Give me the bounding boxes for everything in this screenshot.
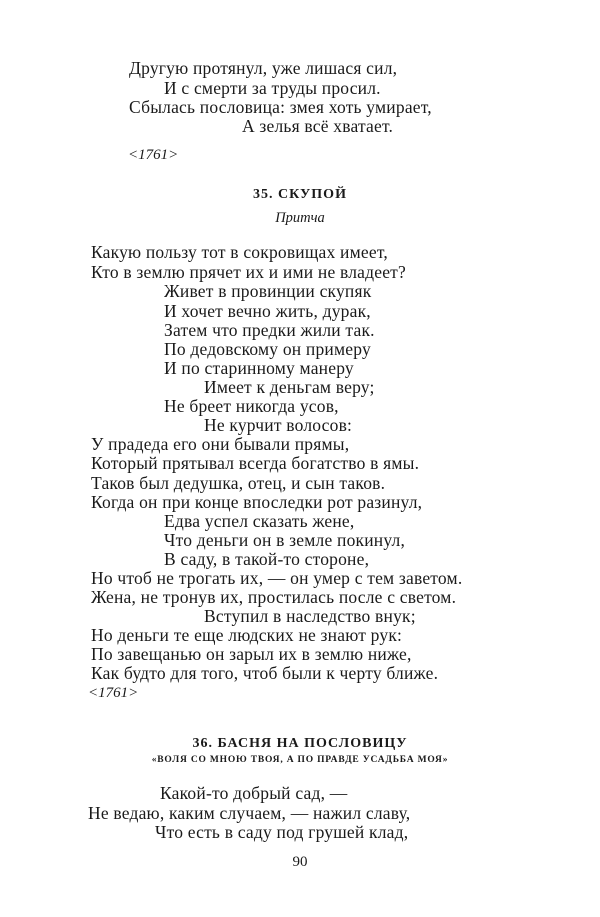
poem-line: А зелья всё хватает. <box>242 116 394 136</box>
poem-epigraph: «ВОЛЯ СО МНОЮ ТВОЯ, А ПО ПРАВДЕ УСАДЬБА МОЯ» <box>151 755 449 765</box>
poem-line: Едва успел сказать жене, <box>164 511 355 531</box>
poem-line: Вступил в наследство внук; <box>204 606 416 626</box>
poem-line: И по старинному манеру <box>164 358 354 378</box>
poem-line: У прадеда его они бывали прямы, <box>91 434 350 454</box>
poem-line: По дедовскому он примеру <box>164 339 371 359</box>
poem-line: Сбылась пословица: змея хоть умирает, <box>129 97 432 117</box>
poem-subheading: Притча <box>275 210 325 226</box>
poem-line: Который прятывал всегда богатство в ямы. <box>91 453 420 473</box>
poem-line: Какой-то добрый сад, — <box>160 783 348 803</box>
poem-line: Какую пользу тот в сокровищах имеет, <box>91 242 388 262</box>
poem-line: Когда он при конце впоследки рот разинул, <box>91 492 423 512</box>
poem-line: В саду, в такой-то стороне, <box>164 549 370 569</box>
poem-line: Что есть в саду под грушей клад, <box>155 822 409 842</box>
poem-date: <1761> <box>128 147 179 163</box>
poem-line: Что деньги он в земле покинул, <box>164 530 406 550</box>
poem-heading: 36. БАСНЯ НА ПОСЛОВИЦУ <box>192 736 408 751</box>
poem-line: Но чтоб не трогать их, — он умер с тем заветом. <box>91 568 463 588</box>
poem-line: Имеет к деньгам веру; <box>204 377 375 397</box>
poem-line: Не ведаю, каким случаем, — нажил славу, <box>88 803 411 823</box>
poem-line: Таков был дедушка, отец, и сын таков. <box>91 473 386 493</box>
poem-line: Не бреет никогда усов, <box>164 396 339 416</box>
poem-date: <1761> <box>88 685 139 701</box>
poem-line: И хочет вечно жить, дурак, <box>164 301 371 321</box>
poem-line: Но деньги те еще людских не знают рук: <box>91 625 403 645</box>
poem-line: Не курчит волосов: <box>204 415 353 435</box>
poem-line: Живет в провинции скупяк <box>164 281 372 301</box>
poem-line: Другую протянул, уже лишася сил, <box>129 58 398 78</box>
poem-line: Затем что предки жили так. <box>164 320 375 340</box>
poem-line: И с смерти за труды просил. <box>164 78 381 98</box>
poem-line: Кто в землю прячет их и ими не владеет? <box>91 262 406 282</box>
poem-heading: 35. СКУПОЙ <box>253 187 347 202</box>
poem-line: Жена, не тронув их, простилась после с светом. <box>91 587 457 607</box>
poem-line: По завещанью он зарыл их в землю ниже, <box>91 644 412 664</box>
page-number: 90 <box>292 854 308 870</box>
poem-line: Как будто для того, чтоб были к черту ближе. <box>91 663 439 683</box>
